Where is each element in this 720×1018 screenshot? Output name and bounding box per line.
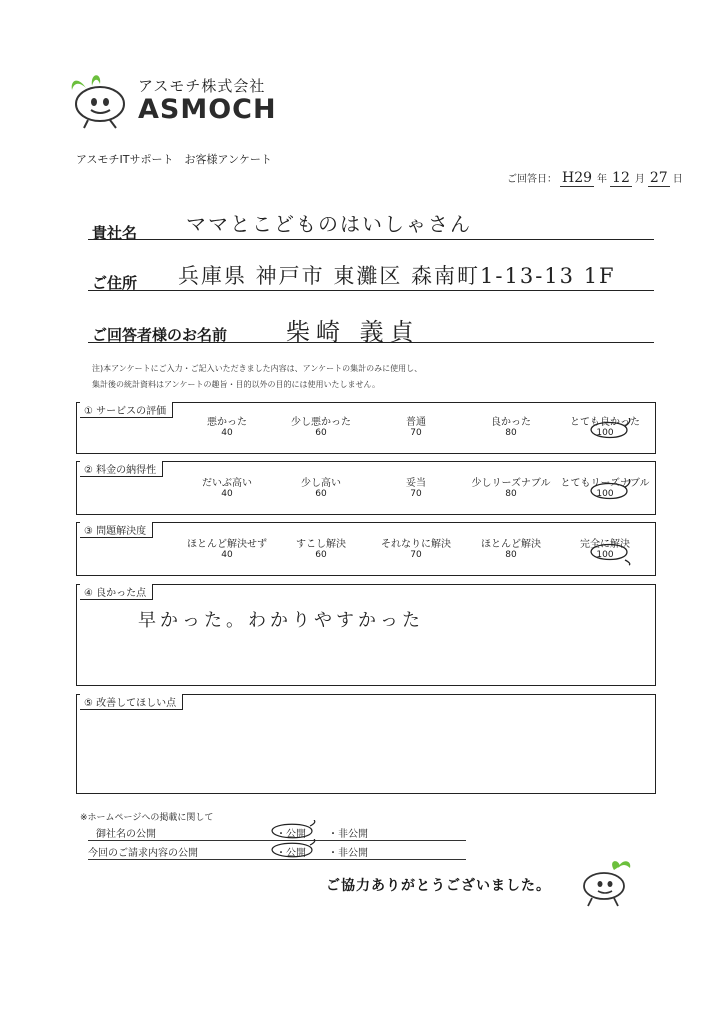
response-date-label: ご回答日： [507,174,557,185]
privacy-notice-line-1: 注)本アンケートにご入力・ご記入いただきました内容は、アンケートの集計のみに使用し、 [92,364,423,373]
selection-circle-mark [268,839,318,861]
rating-resolution-score-3: 70 [410,550,422,560]
company-name-jp: アスモチ株式会社 [138,77,266,95]
publish-heading: ※ホームページへの掲載に関して [80,813,214,823]
response-date-month[interactable]: 12 [612,170,630,186]
rating-price-score-5: 100 [596,489,614,499]
rating-resolution-score-4: 80 [505,550,517,560]
selection-circle-mark [585,540,633,566]
rating-service-option-4[interactable]: 良かった [491,417,531,428]
good-points-value[interactable]: 早かった。わかりやすかった [138,610,424,631]
radish-mascot-icon [578,858,634,908]
company-name-en: ASMOCH [138,94,277,125]
rating-service-score-3: 70 [410,428,422,438]
rating-service-option-2[interactable]: 少し悪かった [291,417,351,428]
respondent-label: ご回答者様のお名前 [92,326,228,344]
company-name-underline [88,239,654,240]
rating-resolution-score-2: 60 [315,550,327,560]
response-date-era-year[interactable]: H29 [562,170,593,186]
response-date-day[interactable]: 27 [649,170,668,186]
rating-service-score-5: 100 [596,428,614,438]
rating-service-option-5[interactable]: とても良かった [570,417,640,428]
year-unit: 年 [597,174,608,185]
rating-price-option-5[interactable]: とてもリーズナブル [560,478,650,489]
rating-price-score-2: 60 [315,489,327,499]
rating-price-option-3[interactable]: 妥当 [406,478,426,489]
rating-resolution-option-5[interactable]: 完全に解決 [580,539,630,550]
rating-service-option-3[interactable]: 普通 [406,417,426,428]
rating-price-option-4[interactable]: 少しリーズナブル [471,478,551,489]
privacy-notice [92,361,422,393]
address-underline [88,290,654,291]
rating-price-score-4: 80 [505,489,517,499]
improvements-title: ⑤ 改善してほしい点 [80,694,183,710]
rating-resolution-score-5: 100 [596,550,614,560]
rating-price-score-3: 70 [410,489,422,499]
respondent-underline [88,342,654,343]
publish-company-label: 御社名の公開 [96,829,156,840]
address-value[interactable]: 兵庫県 神戸市 東灘区 森南町1-13-13 1F [178,264,616,288]
rating-resolution-option-2[interactable]: すこし解決 [296,539,346,550]
rating-resolution-option-3[interactable]: それなりに解決 [381,539,451,550]
address-label: ご住所 [92,274,138,292]
good-points-box[interactable] [76,584,656,686]
rating-price-option-1[interactable]: だいぶ高い [202,478,252,489]
rating-service-score-2: 60 [315,428,327,438]
response-date [507,170,683,187]
rating-resolution-option-4[interactable]: ほとんど解決 [481,539,541,550]
rating-service-score-1: 40 [221,428,233,438]
good-points-title: ④ 良かった点 [80,584,153,600]
rating-service-score-4: 80 [505,428,517,438]
rating-resolution-score-1: 40 [221,550,233,560]
selection-circle-mark [585,479,633,503]
company-name-label: 貴社名 [92,224,138,242]
rating-title-resolution: ③ 問題解決度 [80,522,153,538]
publish-billing-label: 今回のご請求内容の公開 [88,848,198,859]
privacy-notice-line-2: 集計後の統計資料はアンケートの趣旨・目的以外の目的には使用いたしません。 [92,380,380,389]
publish-billing-private[interactable]: ・非公開 [328,848,368,859]
respondent-value[interactable]: 柴崎 義貞 [286,318,420,346]
day-unit: 日 [672,174,683,185]
month-unit: 月 [634,174,645,185]
company-name-value[interactable]: ママとこどものはいしゃさん [186,212,472,236]
selection-circle-mark [585,418,633,442]
rating-title-service: ① サービスの評価 [80,402,173,418]
rating-price-score-1: 40 [221,489,233,499]
publish-company-public[interactable]: ・公開 [276,829,306,840]
thanks-message: ご協力ありがとうございました。 [326,878,551,894]
publish-row-divider [88,859,466,860]
rating-resolution-option-1[interactable]: ほとんど解決せず [187,539,267,550]
radish-mascot-icon [66,70,130,130]
survey-title: アスモチITサポート お客様アンケート [76,153,272,166]
publish-company-private[interactable]: ・非公開 [328,829,368,840]
rating-price-option-2[interactable]: 少し高い [301,478,341,489]
rating-service-option-1[interactable]: 悪かった [207,417,247,428]
publish-billing-public[interactable]: ・公開 [276,848,306,859]
rating-title-price: ② 料金の納得性 [80,461,163,477]
